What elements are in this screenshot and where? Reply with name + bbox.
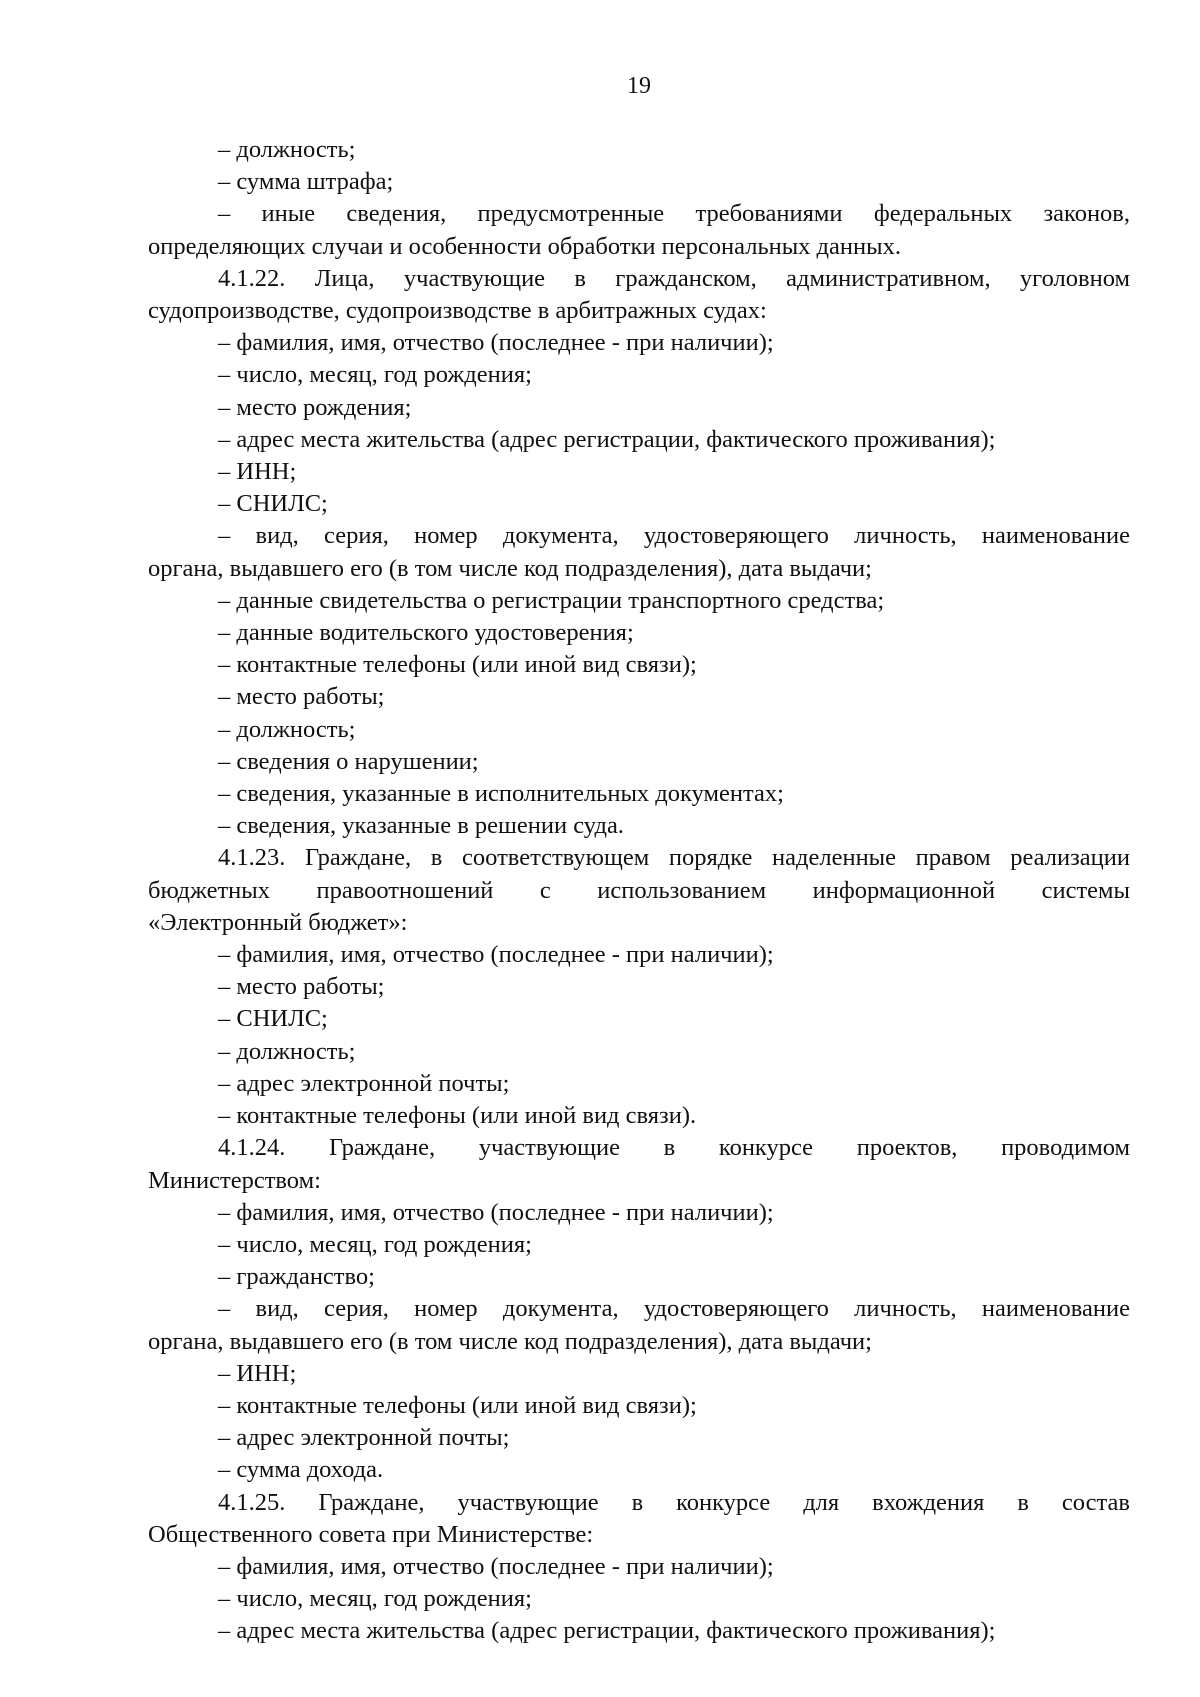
list-item-text: – должность; (218, 136, 356, 163)
paragraph-last-line: Министерством: (148, 1166, 321, 1194)
paragraph-first-line: 4.1.22. Лица, участвующие в гражданском, административном, уголовном (218, 264, 1130, 292)
paragraph-first-line: 4.1.23. Граждане, в соответствующем порядке наделенные правом реализации (218, 844, 1130, 872)
list-item (148, 1197, 1130, 1229)
list-item (148, 810, 1130, 842)
paragraph-last-line: органа, выдавшего его (в том числе код подразделения), дата выдачи; (148, 554, 872, 582)
paragraph-first-line: – вид, серия, номер документа, удостоверяющего личность, наименование (218, 522, 1130, 550)
list-item-text: – сумма дохода. (218, 1456, 384, 1484)
list-item-text: – контактные телефоны (или иной вид связи); (218, 1391, 697, 1419)
paragraph-last-line: органа, выдавшего его (в том числе код подразделения), дата выдачи; (148, 1327, 872, 1355)
list-item (148, 585, 1130, 617)
page-number: 19 (627, 73, 651, 99)
list-item (148, 134, 1130, 166)
list-item-text: – ИНН; (218, 1359, 297, 1387)
list-item (148, 1358, 1130, 1390)
paragraph (148, 263, 1130, 327)
list-item-text: – сведения, указанные в решении суда. (218, 812, 624, 840)
list-item (148, 1454, 1130, 1486)
list-item (148, 1551, 1130, 1583)
paragraph (148, 1132, 1130, 1196)
paragraph-first-line: – вид, серия, номер документа, удостоверяющего личность, наименование (218, 1295, 1130, 1323)
list-item-text: – место рождения; (218, 393, 412, 421)
document-body (148, 134, 1130, 1648)
list-item (148, 1229, 1130, 1261)
list-item (148, 327, 1130, 359)
paragraph-last-line: определяющих случаи и особенности обработки персональных данных. (148, 232, 901, 260)
list-item (148, 617, 1130, 649)
list-item (148, 359, 1130, 391)
list-item (148, 1068, 1130, 1100)
list-item-text: – СНИЛС; (218, 1005, 328, 1033)
list-item-text: – гражданство; (218, 1263, 375, 1291)
list-item-text: – фамилия, имя, отчество (последнее - при наличии); (218, 1198, 774, 1226)
paragraph-middle-line: бюджетных правоотношений с использованием информационной системы (148, 876, 1130, 904)
list-item-text: – адрес места жительства (адрес регистрации, фактического проживания); (218, 1617, 996, 1645)
list-item-text: – должность; (218, 1037, 356, 1065)
list-item-text: – данные свидетельства о регистрации транспортного средства; (218, 586, 885, 614)
document-page (148, 0, 1130, 1697)
paragraph-first-line: 4.1.24. Граждане, участвующие в конкурсе проектов, проводимом (218, 1134, 1130, 1162)
list-item-text: – место работы; (218, 683, 385, 711)
paragraph (148, 1293, 1130, 1357)
list-item-text: – должность; (218, 715, 356, 743)
list-item-text: – число, месяц, год рождения; (218, 1230, 532, 1258)
list-item-text: – данные водительского удостоверения; (218, 619, 634, 647)
list-item (148, 1100, 1130, 1132)
list-item-text: – ИНН; (218, 458, 297, 486)
list-item-text: – фамилия, имя, отчество (последнее - при наличии); (218, 329, 774, 357)
list-item (148, 681, 1130, 713)
paragraph-last-line: Общественного совета при Министерстве: (148, 1520, 594, 1548)
list-item-text: – адрес места жительства (адрес регистрации, фактического проживания); (218, 425, 996, 453)
list-item-text: – адрес электронной почты; (218, 1424, 510, 1452)
list-item (148, 649, 1130, 681)
list-item (148, 166, 1130, 198)
list-item-text: – сведения о нарушении; (218, 747, 479, 775)
paragraph (148, 1487, 1130, 1551)
list-item (148, 392, 1130, 424)
list-item (148, 1583, 1130, 1615)
list-item (148, 778, 1130, 810)
paragraph (148, 842, 1130, 939)
list-item-text: – фамилия, имя, отчество (последнее - при наличии); (218, 941, 774, 969)
list-item (148, 1615, 1130, 1647)
paragraph-last-line: «Электронный бюджет»: (148, 908, 408, 936)
list-item (148, 1003, 1130, 1035)
list-item (148, 1261, 1130, 1293)
list-item (148, 1390, 1130, 1422)
list-item (148, 1422, 1130, 1454)
list-item (148, 1036, 1130, 1068)
list-item-text: – сумма штрафа; (218, 168, 394, 196)
list-item (148, 714, 1130, 746)
list-item (148, 488, 1130, 520)
paragraph-first-line: – иные сведения, предусмотренные требованиями федеральных законов, (218, 200, 1130, 228)
list-item (148, 939, 1130, 971)
list-item (148, 456, 1130, 488)
list-item-text: – контактные телефоны (или иной вид связи); (218, 651, 697, 679)
list-item-text: – контактные телефоны (или иной вид связи). (218, 1102, 697, 1130)
list-item-text: – место работы; (218, 973, 385, 1001)
list-item (148, 971, 1130, 1003)
paragraph-last-line: судопроизводстве, судопроизводстве в арбитражных судах: (148, 297, 767, 325)
list-item-text: – число, месяц, год рождения; (218, 1585, 532, 1613)
paragraph (148, 198, 1130, 262)
paragraph-first-line: 4.1.25. Граждане, участвующие в конкурсе для вхождения в состав (218, 1488, 1130, 1516)
list-item-text: – число, месяц, год рождения; (218, 361, 532, 389)
list-item-text: – сведения, указанные в исполнительных документах; (218, 780, 784, 808)
list-item (148, 424, 1130, 456)
list-item-text: – фамилия, имя, отчество (последнее - при наличии); (218, 1552, 774, 1580)
list-item-text: – СНИЛС; (218, 490, 328, 518)
paragraph (148, 520, 1130, 584)
list-item-text: – адрес электронной почты; (218, 1069, 510, 1097)
list-item (148, 746, 1130, 778)
